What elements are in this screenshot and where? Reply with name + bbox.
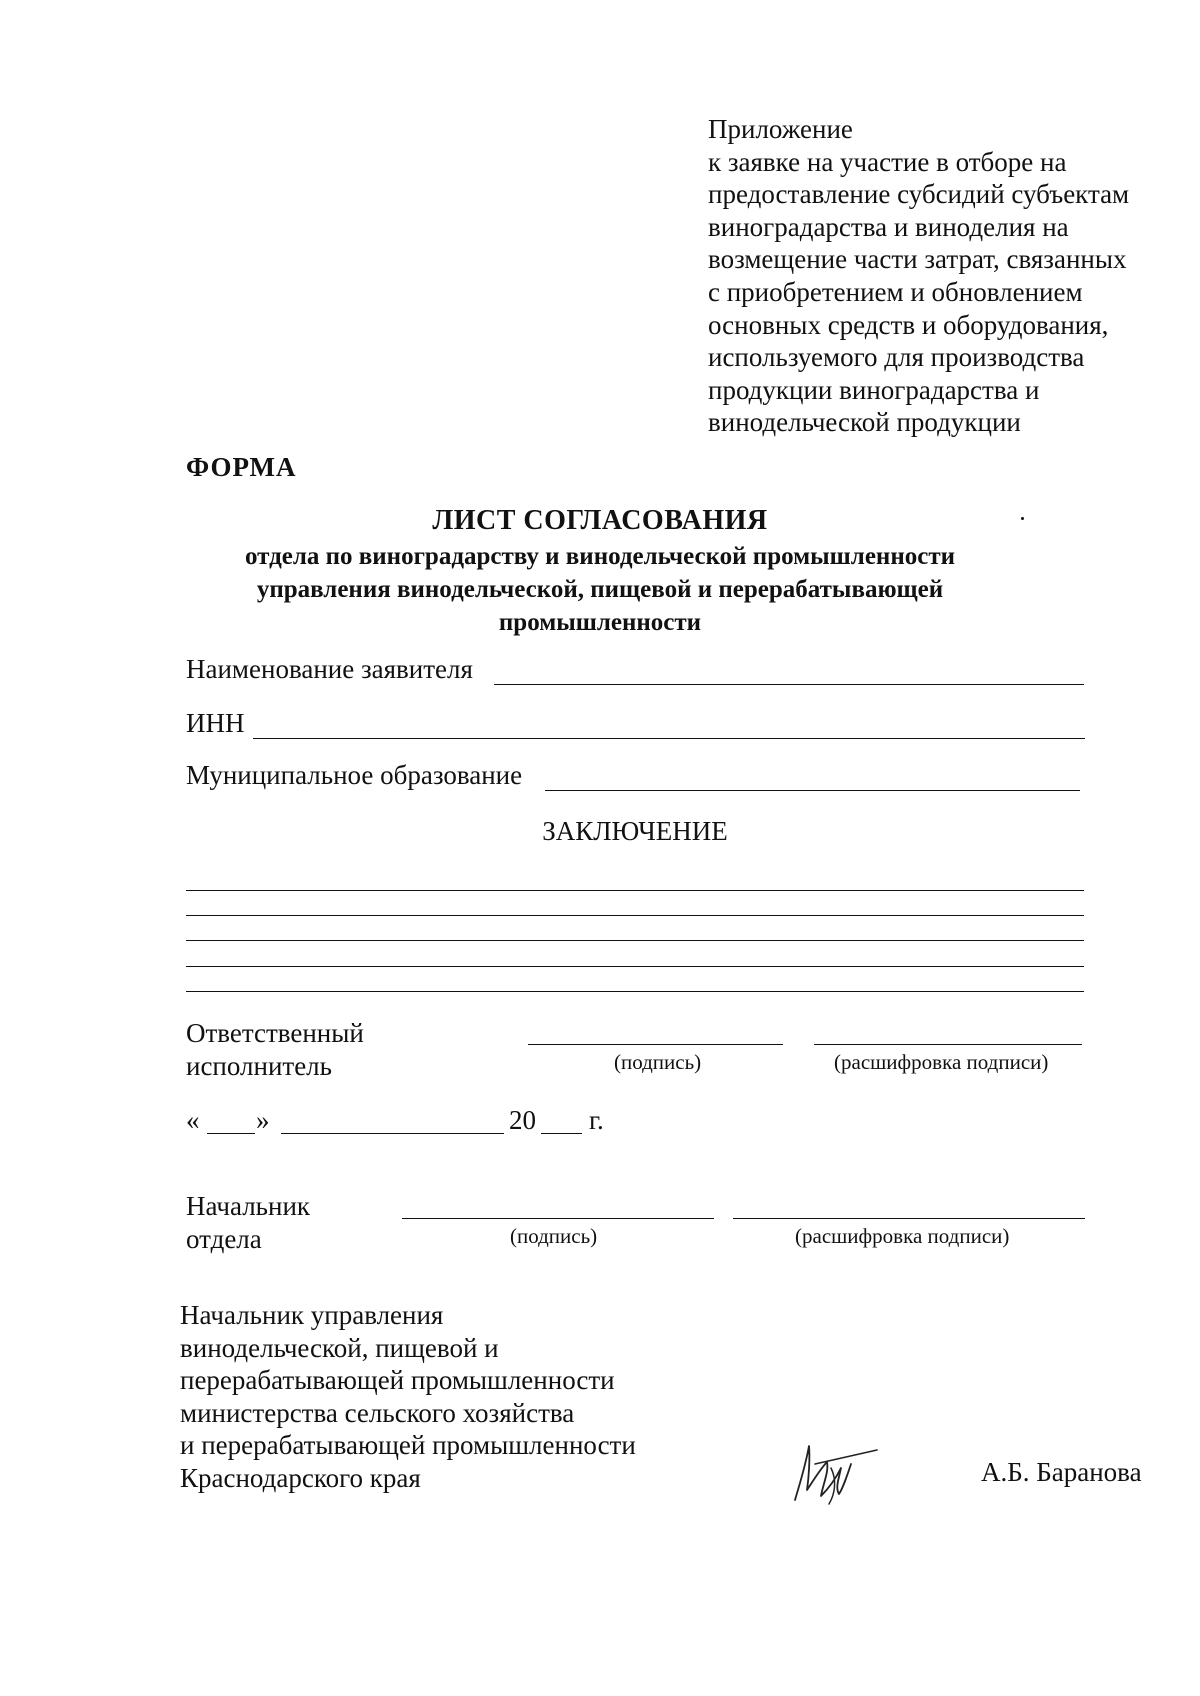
inn-label: ИНН xyxy=(186,708,245,738)
department-head-label xyxy=(186,1190,310,1255)
responsible-label-line: исполнитель xyxy=(186,1050,332,1081)
conclusion-line[interactable] xyxy=(186,940,1084,941)
appendix-line: к заявке на участие в отборе на xyxy=(708,146,1067,177)
appendix-line: Приложение xyxy=(708,114,853,144)
appendix-line: возмещение части затрат, связанных xyxy=(708,244,1127,275)
conclusion-title: ЗАКЛЮЧЕНИЕ xyxy=(542,816,728,846)
date-close-quote: » xyxy=(256,1105,270,1135)
subtitle-line: управления винодельческой, пищевой и перерабатывающей xyxy=(256,576,944,603)
appendix-line: виноградарства и виноделия на xyxy=(708,211,1069,242)
department-head-label-line: отдела xyxy=(186,1223,262,1254)
conclusion-line[interactable] xyxy=(186,966,1084,967)
signer-name: А.Б. Баранова xyxy=(981,1457,1142,1487)
applicant-name-field[interactable] xyxy=(494,684,1084,685)
subtitle-line: промышленности xyxy=(498,609,702,636)
appendix-block xyxy=(708,113,1129,439)
appendix-line: с приобретением и обновлением xyxy=(708,276,1083,307)
department-head-signature-caption: (подпись) xyxy=(510,1224,598,1248)
responsible-signature-caption: (подпись) xyxy=(614,1050,702,1074)
stray-dot xyxy=(1021,517,1024,520)
date-month-field[interactable] xyxy=(281,1133,504,1134)
conclusion-line[interactable] xyxy=(186,890,1084,891)
approval-block xyxy=(180,1299,636,1494)
approval-line: и перерабатывающей промышленности xyxy=(180,1430,636,1460)
responsible-decoding-field[interactable] xyxy=(814,1044,1082,1045)
department-head-decoding-caption: (расшифровка подписи) xyxy=(795,1224,1010,1248)
approval-line: перерабатывающей промышленности xyxy=(180,1365,615,1395)
responsible-signature-field[interactable] xyxy=(528,1044,783,1045)
document-title: ЛИСТ СОГЛАСОВАНИЯ xyxy=(432,505,768,536)
subtitle-line: отдела по виноградарству и винодельческой промышленности xyxy=(244,543,956,570)
appendix-line: винодельческой продукции xyxy=(708,407,1021,438)
department-head-label-line: Начальник xyxy=(186,1191,311,1221)
conclusion-line[interactable] xyxy=(186,915,1084,916)
approval-line: винодельческой, пищевой и xyxy=(180,1332,499,1363)
appendix-line: продукции виноградарства и xyxy=(708,374,1040,405)
municipality-label: Муниципальное образование xyxy=(186,760,523,790)
responsible-label-line: Ответственный xyxy=(186,1018,364,1048)
date-open-quote: « xyxy=(186,1105,200,1135)
conclusion-line[interactable] xyxy=(186,991,1084,992)
document-subtitle xyxy=(0,540,1200,639)
date-year-field[interactable] xyxy=(541,1133,582,1134)
form-label: ФОРМА xyxy=(186,452,297,482)
approval-line: Краснодарского края xyxy=(180,1462,421,1493)
appendix-line: используемого для производства xyxy=(708,342,1085,373)
handwritten-signature xyxy=(785,1438,885,1508)
department-head-signature-field[interactable] xyxy=(402,1218,714,1219)
date-year-suffix: г. xyxy=(589,1105,604,1135)
applicant-name-label: Наименование заявителя xyxy=(186,654,473,684)
approval-line: Начальник управления xyxy=(180,1300,444,1330)
responsible-label xyxy=(186,1017,364,1082)
appendix-line: основных средств и оборудования, xyxy=(708,309,1109,340)
approval-line: министерства сельского хозяйства xyxy=(180,1397,575,1428)
appendix-line: предоставление субсидий субъектам xyxy=(708,179,1130,210)
inn-field[interactable] xyxy=(253,738,1085,739)
responsible-decoding-caption: (расшифровка подписи) xyxy=(834,1050,1049,1074)
date-year-prefix: 20 xyxy=(509,1105,536,1135)
date-day-field[interactable] xyxy=(207,1133,255,1134)
department-head-decoding-field[interactable] xyxy=(733,1218,1085,1219)
municipality-field[interactable] xyxy=(545,790,1080,791)
